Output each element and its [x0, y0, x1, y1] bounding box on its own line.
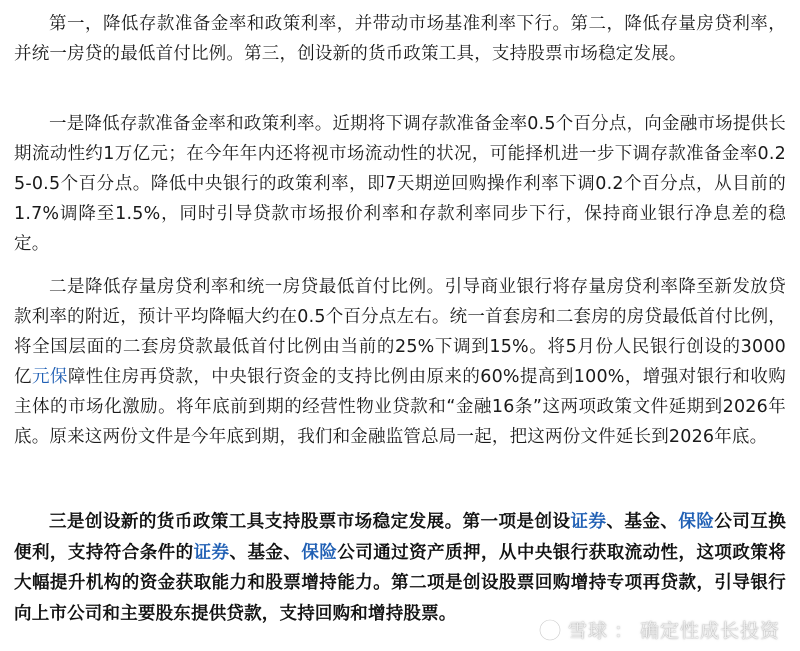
paragraph-rrr-rate-cut-text: 一是降低存款准备金率和政策利率。近期将下调存款准备金率0.5个百分点，向金融市场提供长期流动性约1万亿元；在今年年内还将视市场流动性的状况，可能择机进一步下调存款准备金率0.25-0.5个百分点。降低中央银行的政策利率，即7天期逆回购操作利率下调0.2个百分点，从目前的1.7%调降至1.5%，同时引导贷款市场报价利率和存款利率同步下行，保持商业银行净息差的稳定。	[14, 114, 786, 254]
stock-link-securities-1[interactable]: 证券	[570, 512, 607, 532]
stock-link-securities-2[interactable]: 证券	[193, 542, 230, 563]
paragraph-stock-text-d: 、基金、	[229, 542, 302, 563]
paragraph-rrr-rate-cut	[14, 109, 786, 259]
paragraph-stock-text-e: 公司通过资产质押，从中央银行获取流动性，这项政策将大幅提升机构的资金获取能力和股票增持能力。第二项是创设股票回购增持专项再贷款，引导银行向上市公司和主要股东提供贷款，支持回购和增持股票。	[14, 542, 786, 624]
watermark-author: 确定性成长投资	[639, 620, 780, 642]
paragraph-summary	[14, 9, 786, 69]
paragraph-stock-text-a: 三是创设新的货币政策工具支持股票市场稳定发展。第一项是创设	[49, 512, 571, 532]
paragraph-summary-text: 第一，降低存款准备金率和政策利率，并带动市场基准利率下行。第二，降低存量房贷利率，并统一房贷的最低首付比例。第三，创设新的货币政策工具，支持股票市场稳定发展。	[14, 14, 786, 64]
stock-link-insurance-2[interactable]: 保险	[301, 542, 338, 563]
paragraph-mortgage-text-b: 障性住房再贷款，中央银行资金的支持比例由原来的60%提高到100%，增强对银行和收购主体的市场化激励。将年底前到期的经营性物业贷款和“金融16条”这两项政策文件延期到2026年底。原来这两份文件是今年底到期，我们和金融监管总局一起，把这两份文件延长到2026年底。	[14, 367, 787, 447]
paragraph-stock-text-b: 、基金、	[606, 512, 679, 532]
stock-link-insurance-1[interactable]: 保险	[678, 512, 715, 532]
paragraph-mortgage	[14, 272, 786, 452]
stock-link-yuanbao[interactable]: 元保	[31, 367, 68, 387]
paragraph-stock-market-tools	[14, 507, 786, 629]
watermark-brand: 雪球	[567, 620, 608, 642]
paragraph-mortgage-text-a: 二是降低存量房贷利率和统一房贷最低首付比例。引导商业银行将存量房贷利率降至新发放贷款利率的附近，预计平均降幅大约在0.5个百分点左右。统一首套房和二套房的房贷最低首付比例，将全国层面的二套房贷款最低首付比例由当前的25%下调到15%。将5月份人民银行创设的3000亿	[14, 277, 786, 387]
watermark-separator: ：	[613, 620, 634, 642]
paragraph-stock-text-c: 公司互换便利，支持符合条件的	[14, 512, 786, 563]
